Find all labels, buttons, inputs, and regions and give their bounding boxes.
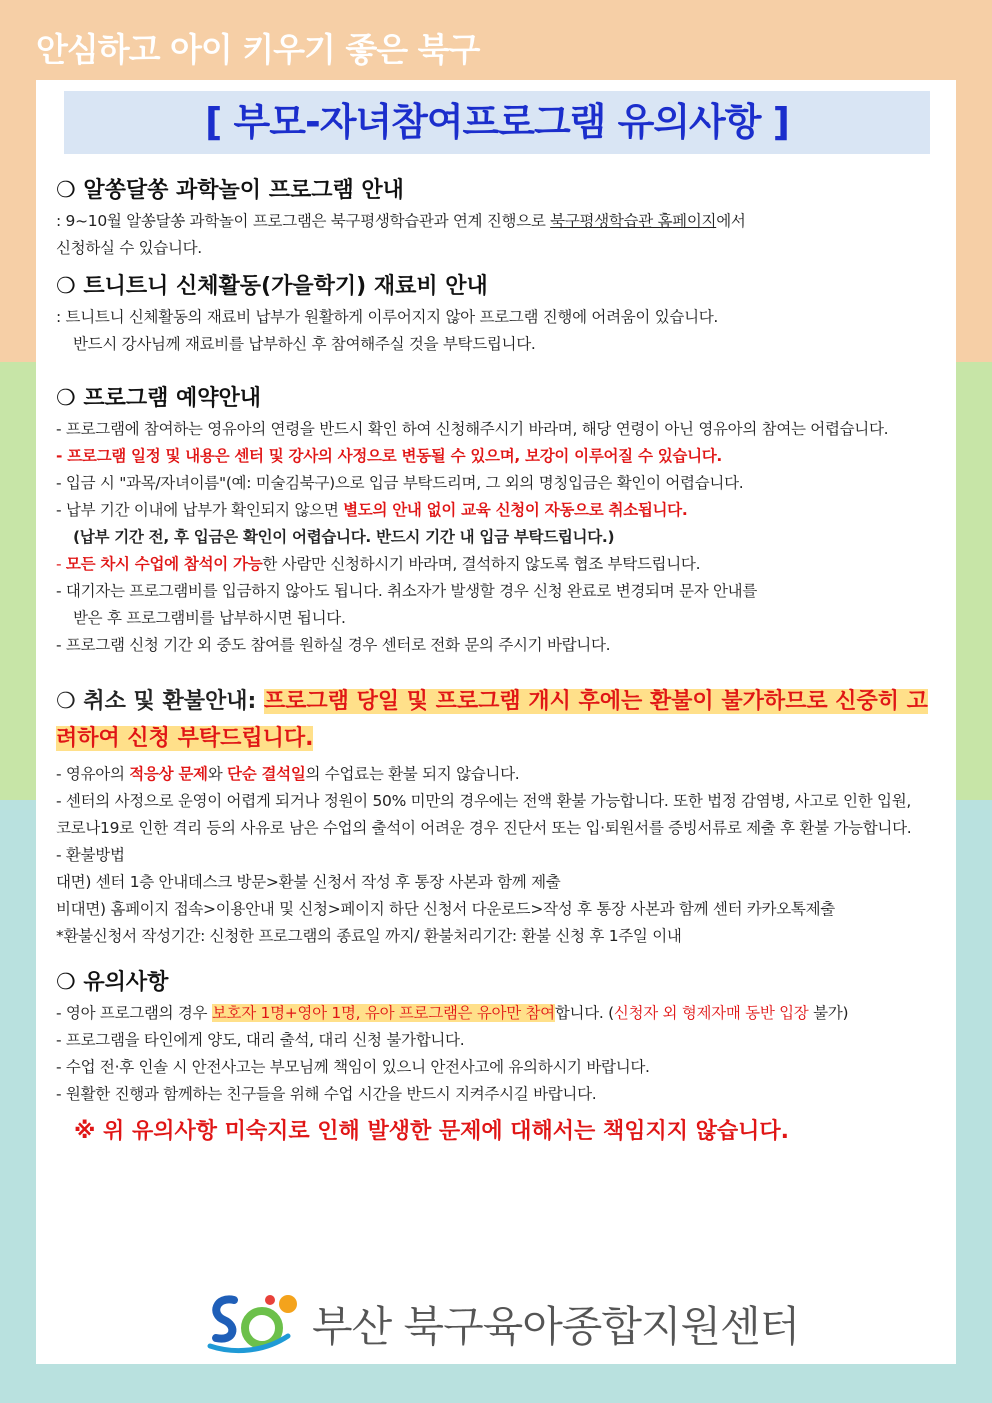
refund-heading	[56, 683, 930, 757]
section-reservation	[56, 382, 930, 659]
list-item: - 입금 시 "과목/자녀이름"(예: 미술김북구)으로 입금 부탁드리며, 그 외의 명칭입금은 확인이 어렵습니다.	[56, 474, 744, 492]
list-item-text: 와	[207, 765, 228, 783]
list-item-text: - 영아 프로그램의 경우	[56, 1004, 212, 1022]
list-item-text: 합니다. (	[554, 1004, 614, 1022]
list-item: - 원활한 진행과 함께하는 친구들을 위해 수업 시간을 반드시 지켜주시길 바랍니다.	[56, 1085, 597, 1103]
list-item	[56, 761, 930, 788]
list-item: - 프로그램을 타인에게 양도, 대리 출석, 대리 신청 불가합니다.	[56, 1031, 465, 1049]
homepage-link[interactable]: 북구평생학습관 홈페이지	[550, 212, 717, 230]
list-item-note: (납부 기간 전, 후 입금은 확인이 어렵습니다. 반드시 기간 내 입금 부탁드립니다.)	[73, 528, 615, 546]
tnitni-text	[56, 304, 930, 358]
list-item: - 수업 전·후 인솔 시 안전사고는 부모님께 책임이 있으니 안전사고에 유의하시기 바랍니다.	[56, 1058, 650, 1076]
notes-list	[56, 1000, 930, 1108]
list-item: - 대기자는 프로그램비를 입금하지 않아도 됩니다. 취소자가 발생할 경우 신청 완료로 변경되며 문자 안내를	[56, 582, 758, 600]
reservation-list	[56, 416, 930, 659]
warning-text: 신청자 외 형제자매 동반 입장	[613, 1004, 809, 1022]
section-science	[56, 174, 930, 262]
page-title: [ 부모-자녀참여프로그램 유의사항 ]	[64, 91, 930, 154]
highlight-text: 보호자 1명+영아 1명, 유아 프로그램은 유아만 참여	[211, 1004, 555, 1022]
section-heading: ❍ 알쏭달쏭 과학놀이 프로그램 안내	[56, 178, 404, 203]
list-item-text: - 영유아의	[56, 765, 130, 783]
refund-offline: 대면) 센터 1층 안내데스크 방문>환불 신청서 작성 후 통장 사본과 함께 제출	[56, 873, 561, 891]
refund-online: 비대면) 홈페이지 접속>이용안내 및 신청>페이지 하단 신청서 다운로드>작성 후 통장 사본과 함께 센터 카카오톡제출	[56, 900, 835, 918]
refund-method: - 환불방법	[56, 846, 125, 864]
notice-paper	[36, 80, 956, 1364]
list-item	[56, 1000, 930, 1027]
science-line1-tail: 에서	[716, 212, 746, 230]
section-heading: ❍ 취소 및 환불안내:	[56, 689, 264, 714]
logo-mark-icon	[204, 1286, 304, 1356]
list-item: - 프로그램 신청 기간 외 중도 참여를 원하실 경우 센터로 전화 문의 주시기 바랍니다.	[56, 636, 611, 654]
list-item: - 프로그램 일정 및 내용은 센터 및 강사의 사정으로 변동될 수 있으며, 보강이 이루어질 수 있습니다.	[56, 447, 723, 465]
slogan: 안심하고 아이 키우기 좋은 북구	[36, 30, 480, 69]
list-item: - 센터의 사정으로 운영이 어렵게 되거나 정원이 50% 미만의 경우에는 전액 환불 가능합니다. 또한 법정 감염병, 사고로 인한 입원, 코로나19로 인한 격리 등의 사유로 남은 수업의 출석이 어려운 경우 진단서 또는 입·퇴원서를 증빙서류로 제출 후 환불 가능합니다.	[56, 792, 912, 837]
tnitni-line1: : 트니트니 신체활동의 재료비 납부가 원활하게 이루어지지 않아 프로그램 진행에 어려움이 있습니다.	[56, 308, 719, 326]
refund-list	[56, 761, 930, 950]
center-logo	[204, 1286, 804, 1356]
warning-text: 적응상 문제	[129, 765, 208, 783]
list-item-text: 불가)	[808, 1004, 849, 1022]
list-item-text: - 납부 기간 이내에 납부가 확인되지 않으면	[56, 501, 344, 519]
science-line2: 신청하실 수 있습니다.	[56, 239, 202, 257]
warning-text: 단순 결석일	[227, 765, 306, 783]
list-item	[56, 497, 930, 524]
list-item-text: 한 사람만 신청하시기 바라며, 결석하지 않도록 협조 부탁드립니다.	[262, 555, 701, 573]
center-name: 부산 북구육아종합지원센터	[312, 1302, 800, 1351]
list-item	[56, 551, 930, 578]
science-line1: : 9~10월 알쏭달쏭 과학놀이 프로그램은 북구평생학습관과 연계 진행으로	[56, 212, 551, 230]
warning-text: 별도의 안내 없이 교육 신청이 자동으로 취소됩니다.	[343, 501, 688, 519]
list-item-cont: 받은 후 프로그램비를 납부하시면 됩니다.	[73, 609, 346, 627]
science-text	[56, 208, 930, 262]
section-tnitni	[56, 270, 930, 358]
tnitni-line2: 반드시 강사님께 재료비를 납부하신 후 참여해주실 것을 부탁드립니다.	[73, 335, 536, 353]
notice-content	[56, 174, 930, 1152]
list-item-text: 의 수업료는 환불 되지 않습니다.	[305, 765, 520, 783]
list-item-dash: -	[56, 555, 66, 573]
disclaimer: ※ 위 유의사항 미숙지로 인해 발생한 문제에 대해서는 책임지지 않습니다.	[74, 1119, 789, 1144]
refund-warning: 프로그램 당일 및 프로그램 개시 후에는 환불이 불가하므로 신중히 고려하여 신청 부탁드립니다.	[56, 689, 928, 751]
section-heading: ❍ 트니트니 신체활동(가을학기) 재료비 안내	[56, 274, 488, 299]
section-refund	[56, 683, 930, 950]
refund-period: *환불신청서 작성기간: 신청한 프로그램의 종료일 까지/ 환불처리기간: 환불 신청 후 1주일 이내	[56, 927, 682, 945]
section-heading: ❍ 유의사항	[56, 970, 169, 995]
section-notes	[56, 966, 930, 1152]
section-heading: ❍ 프로그램 예약안내	[56, 386, 262, 411]
warning-text: 모든 차시 수업에 참석이 가능	[65, 555, 263, 573]
list-item: - 프로그램에 참여하는 영유아의 연령을 반드시 확인 하여 신청해주시기 바라며, 해당 연령이 아닌 영유아의 참여는 어렵습니다.	[56, 420, 889, 438]
